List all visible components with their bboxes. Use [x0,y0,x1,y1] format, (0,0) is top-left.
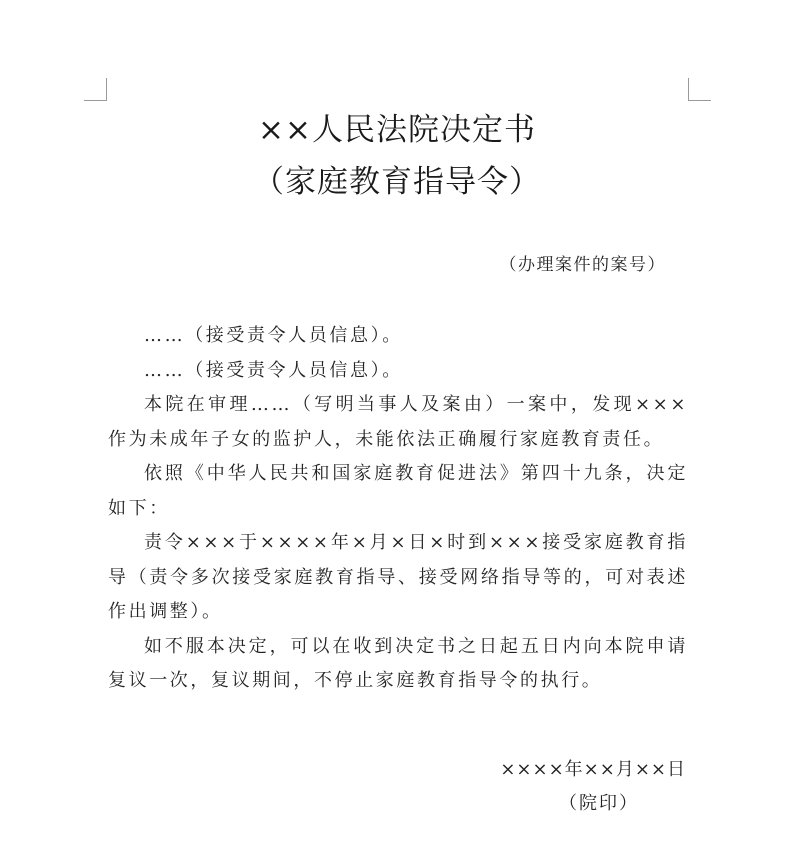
paragraph-recipient-2: ……（接受责令人员信息）。 [144,359,403,381]
paragraph-recipient-1: ……（接受责令人员信息）。 [144,325,403,346]
document-body [108,319,688,699]
document-date: ××××年××月××日 [500,759,686,780]
court-seal-label: （院印） [559,793,639,814]
page-corner-mark-top-right [688,78,711,101]
paragraph-finding: 本院在审理……（写明当事人及案由）一案中，发现×××作为未成年子女的监护人，未能依法正确履行家庭教育责任。 [108,394,688,450]
case-number: （办理案件的案号） [499,255,666,275]
paragraph-appeal: 如不服本决定，可以在收到决定书之日起五日内向本院申请复议一次，复议期间，不停止家庭教育指导令的执行。 [108,635,688,691]
paragraph-order: 责令×××于××××年×月×日×时到×××接受家庭教育指导（责令多次接受家庭教育指导、接受网络指导等的，可对表述作出调整）。 [108,532,688,622]
paragraph-legal-basis: 依照《中华人民共和国家庭教育促进法》第四十九条，决定如下： [108,463,688,519]
document-subtitle: （家庭教育指导令） [253,164,541,200]
document-title: ××人民法院决定书 [258,112,536,148]
page-corner-mark-top-left [84,78,107,101]
